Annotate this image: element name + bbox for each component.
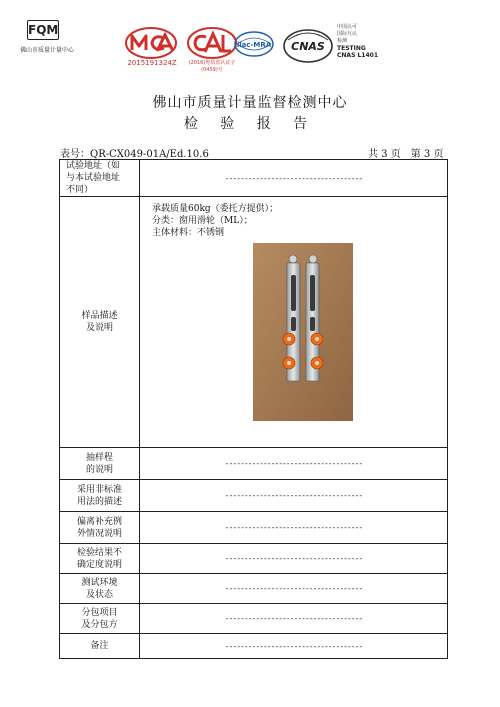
cma-code: 2015191324Z <box>127 59 177 67</box>
label-line: 与本试验地址 <box>66 173 121 183</box>
row-label <box>60 448 140 480</box>
label-line: 分包项目 <box>81 607 118 618</box>
table-row <box>60 197 448 448</box>
row-value: ------------------------------------ <box>140 574 448 604</box>
table-row <box>60 634 448 659</box>
label-line: 及状态 <box>85 589 113 600</box>
sample-description <box>140 197 447 239</box>
cnas-caption-line: CNAS L1401 <box>337 52 379 59</box>
table-row <box>60 544 448 574</box>
row-value: ------------------------------------ <box>140 604 448 634</box>
fqm-logo-mark: FQM <box>27 20 59 40</box>
cnas-caption-line: TESTING <box>337 45 366 52</box>
row-value: ------------------------------------ <box>140 634 448 659</box>
row-label <box>60 634 140 659</box>
label-line: 确定度说明 <box>76 559 122 570</box>
cnas-logo <box>282 28 334 64</box>
cnas-logo-text: CNAS <box>291 40 325 53</box>
label-line: 抽样程 <box>85 452 113 463</box>
row-value: ------------------------------------ <box>140 160 448 197</box>
table-row <box>60 604 448 634</box>
label-line: 试验地址（如 <box>66 161 121 171</box>
ilac-text: ilac-MRA <box>236 41 272 49</box>
label-line: 及说明 <box>85 323 113 333</box>
fqm-logo <box>20 18 75 58</box>
row-value: ------------------------------------ <box>140 544 448 574</box>
row-label <box>60 197 140 448</box>
page-info: 共 3 页 第 3 页 <box>368 149 444 160</box>
cal-code: (2016)粤质监认证字(0459)号 <box>188 60 236 73</box>
label-line: 不同） <box>66 185 94 195</box>
form-number: 表号：QR-CX049-01A/Ed.10.6 <box>60 149 209 160</box>
sample-line: 承载质量60kg（委托方提供）； <box>152 204 279 214</box>
row-label <box>60 574 140 604</box>
cnas-caption-line: 检测 <box>337 38 348 44</box>
sample-photo <box>253 243 353 421</box>
row-label <box>60 544 140 574</box>
sample-line: 分类：窗用滑轮（ML）； <box>152 216 253 226</box>
label-line: 样品描述 <box>81 311 118 321</box>
label-line: 偏离补充例 <box>76 516 122 527</box>
row-label <box>60 480 140 512</box>
document-title: 检 验 报 告 <box>183 116 317 132</box>
table-row <box>60 512 448 544</box>
table-row <box>60 574 448 604</box>
sample-description-cell <box>140 197 448 448</box>
label-line: 及分包方 <box>81 619 118 630</box>
row-label <box>60 512 140 544</box>
cnas-caption-line: 中国认可 <box>337 24 358 30</box>
row-label <box>60 160 140 197</box>
label-line: 的说明 <box>85 464 113 475</box>
label-line: 备注 <box>90 641 109 651</box>
label-line: 测试环境 <box>81 577 118 588</box>
label-line: 用法的描述 <box>76 496 122 507</box>
label-line: 检验结果不 <box>76 547 122 558</box>
report-table <box>59 159 448 659</box>
fqm-caption: 佛山市质量计量中心 <box>20 47 75 54</box>
table-row <box>60 480 448 512</box>
organization-title: 佛山市质量计量监督检测中心 <box>152 95 348 111</box>
sample-line: 主体材料：不锈钢 <box>152 228 225 238</box>
ilac-mra-logo <box>233 30 275 58</box>
label-line: 外情况说明 <box>76 528 122 539</box>
row-value: ------------------------------------ <box>140 448 448 480</box>
label-line: 采用非标准 <box>76 484 122 495</box>
table-row <box>60 448 448 480</box>
cnas-caption <box>337 24 407 59</box>
cnas-caption-line: 国际互认 <box>337 31 358 37</box>
row-label <box>60 604 140 634</box>
row-value: ------------------------------------ <box>140 480 448 512</box>
table-row <box>60 160 448 197</box>
row-value: ------------------------------------ <box>140 512 448 544</box>
